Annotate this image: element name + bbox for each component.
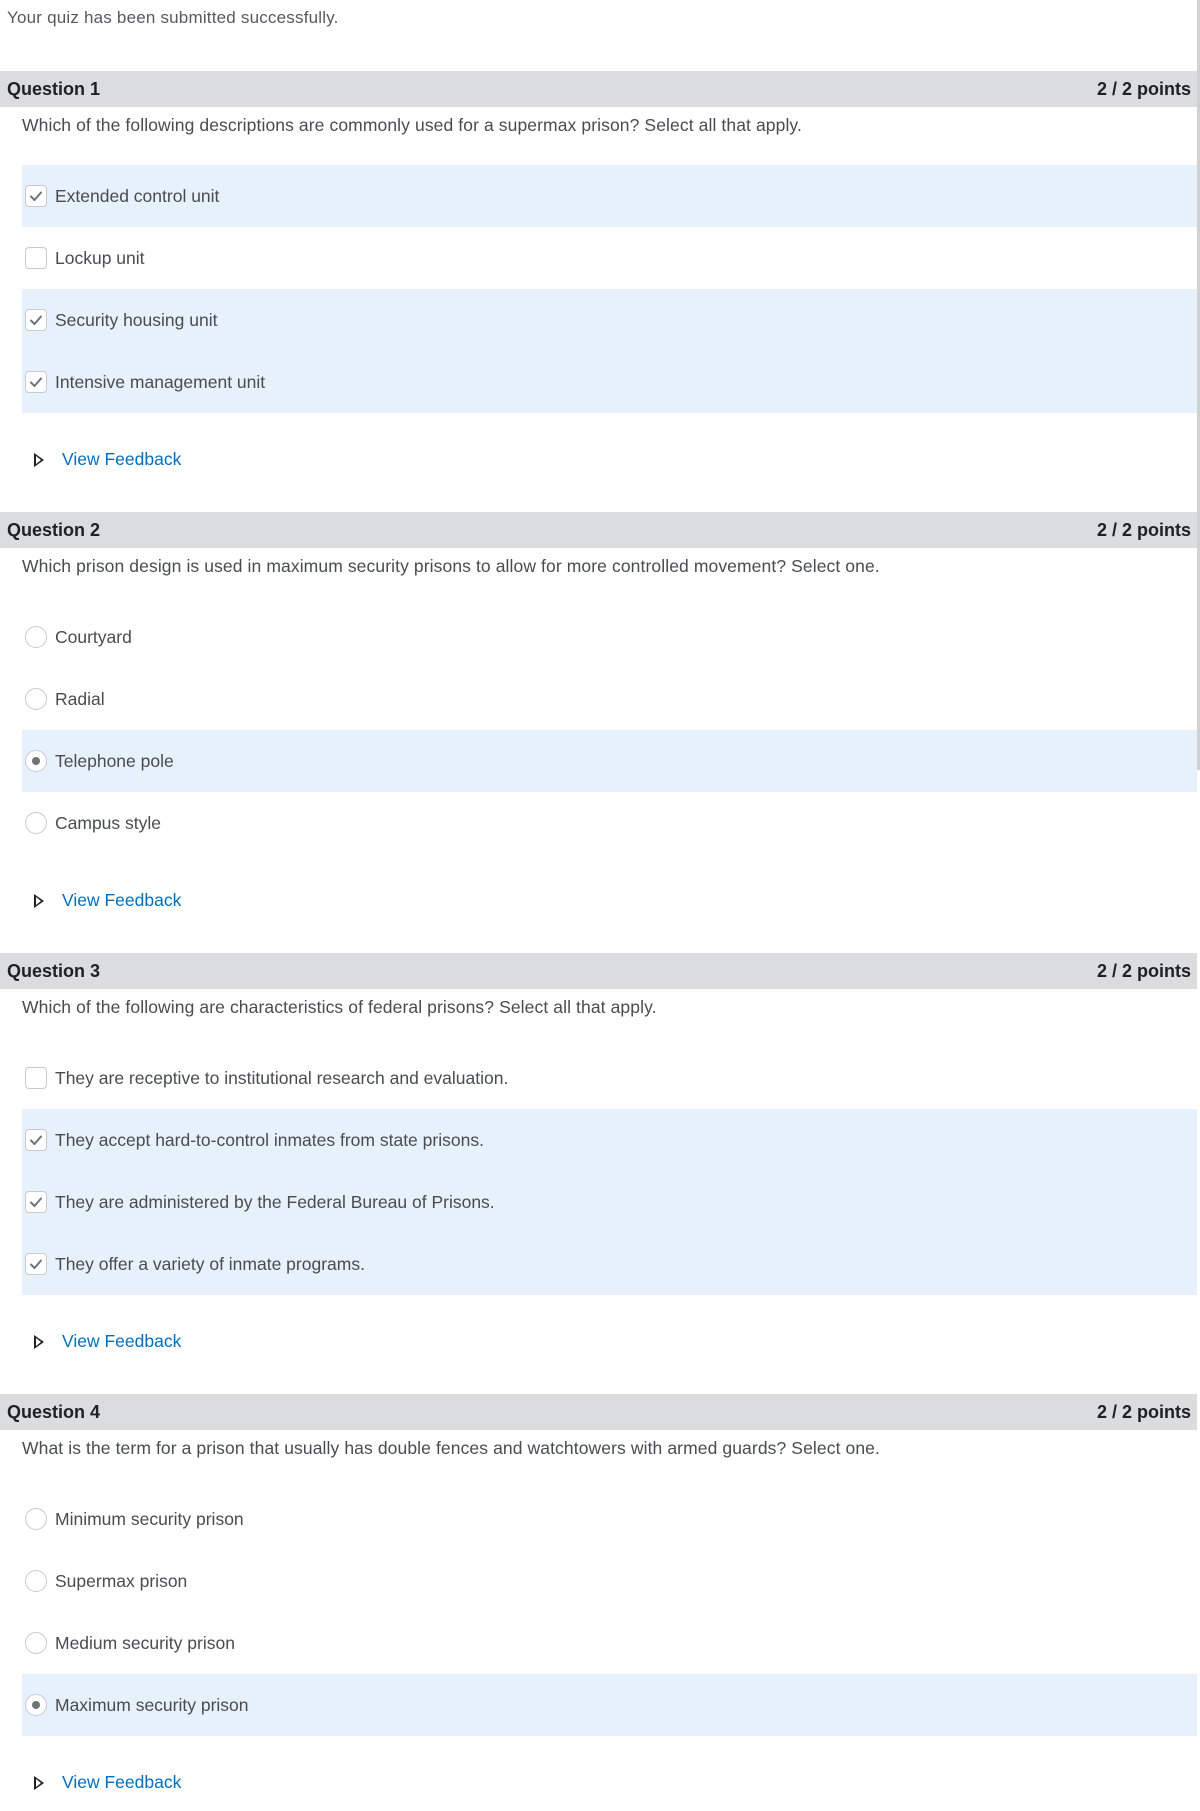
view-feedback-link[interactable] xyxy=(34,449,181,470)
radio-selected-icon xyxy=(31,756,41,766)
question-header xyxy=(0,512,1197,548)
view-feedback-link[interactable] xyxy=(34,890,181,911)
question-title: Question 3 xyxy=(7,961,101,981)
answer-option[interactable] xyxy=(22,1109,1197,1171)
radio-button[interactable] xyxy=(25,750,47,772)
expand-triangle-icon xyxy=(34,1335,44,1349)
answer-option[interactable] xyxy=(22,668,1197,730)
checkmark-icon xyxy=(28,188,44,204)
answer-option[interactable] xyxy=(22,730,1197,792)
checkmark-icon xyxy=(28,312,44,328)
answer-option-label: Lockup unit xyxy=(55,247,145,268)
answer-option-label: Medium security prison xyxy=(55,1632,235,1653)
question-text: What is the term for a prison that usually has double fences and watchtowers with armed guards? Select one. xyxy=(22,1438,880,1458)
view-feedback-label: View Feedback xyxy=(62,890,182,910)
answer-option-label: Courtyard xyxy=(55,626,132,647)
checkbox[interactable] xyxy=(25,309,47,331)
question-text: Which of the following are characteristics of federal prisons? Select all that apply. xyxy=(22,997,657,1017)
submission-confirmation: Your quiz has been submitted successfully. xyxy=(7,8,339,27)
checkmark-icon xyxy=(28,1194,44,1210)
answer-option[interactable] xyxy=(22,1047,1197,1109)
view-feedback-link[interactable] xyxy=(34,1772,181,1793)
radio-button[interactable] xyxy=(25,688,47,710)
checkmark-icon xyxy=(28,1132,44,1148)
answer-option[interactable] xyxy=(22,165,1197,227)
checkbox[interactable] xyxy=(25,247,47,269)
answer-option-label: They accept hard-to-control inmates from state prisons. xyxy=(55,1129,484,1150)
radio-button[interactable] xyxy=(25,812,47,834)
answer-option[interactable] xyxy=(22,289,1197,351)
question-header xyxy=(0,953,1197,989)
question-title: Question 4 xyxy=(7,1402,101,1422)
checkbox[interactable] xyxy=(25,1253,47,1275)
checkbox[interactable] xyxy=(25,1067,47,1089)
radio-button[interactable] xyxy=(25,1570,47,1592)
answer-option[interactable] xyxy=(22,351,1197,413)
answer-option-label: They are receptive to institutional research and evaluation. xyxy=(55,1067,509,1088)
checkbox[interactable] xyxy=(25,1191,47,1213)
radio-button[interactable] xyxy=(25,626,47,648)
answer-option[interactable] xyxy=(22,1233,1197,1295)
view-feedback-link[interactable] xyxy=(34,1331,181,1352)
radio-button[interactable] xyxy=(25,1632,47,1654)
radio-button[interactable] xyxy=(25,1508,47,1530)
answer-option[interactable] xyxy=(22,1550,1197,1612)
answer-option[interactable] xyxy=(22,227,1197,289)
answer-option[interactable] xyxy=(22,1674,1197,1736)
answer-option-label: Security housing unit xyxy=(55,309,218,330)
answer-option-label: Supermax prison xyxy=(55,1570,188,1591)
expand-triangle-icon xyxy=(34,894,44,908)
question-title: Question 1 xyxy=(7,79,101,99)
checkbox[interactable] xyxy=(25,1129,47,1151)
question-points: 2 / 2 points xyxy=(1096,1402,1191,1422)
answer-options xyxy=(22,606,1197,854)
checkmark-icon xyxy=(28,1256,44,1272)
checkbox[interactable] xyxy=(25,185,47,207)
question-header xyxy=(0,71,1197,107)
answer-option-label: Extended control unit xyxy=(55,185,220,206)
radio-button[interactable] xyxy=(25,1694,47,1716)
answer-option[interactable] xyxy=(22,606,1197,668)
question-header xyxy=(0,1394,1197,1430)
answer-option-label: Maximum security prison xyxy=(55,1694,249,1715)
checkbox[interactable] xyxy=(25,371,47,393)
question-text: Which of the following descriptions are commonly used for a supermax prison? Select all that apply. xyxy=(22,115,802,135)
answer-option[interactable] xyxy=(22,1612,1197,1674)
answer-option[interactable] xyxy=(22,1171,1197,1233)
question-points: 2 / 2 points xyxy=(1096,961,1191,981)
question-text: Which prison design is used in maximum security prisons to allow for more controlled movement? Select one. xyxy=(22,556,880,576)
view-feedback-label: View Feedback xyxy=(62,449,182,469)
expand-triangle-icon xyxy=(34,1776,44,1790)
answer-option[interactable] xyxy=(22,1488,1197,1550)
answer-option-label: They are administered by the Federal Bureau of Prisons. xyxy=(55,1191,495,1212)
answer-options xyxy=(22,1047,1197,1295)
answer-option-label: Radial xyxy=(55,688,105,709)
answer-option-label: Minimum security prison xyxy=(55,1508,244,1529)
question-title: Question 2 xyxy=(7,520,101,540)
answer-option-label: They offer a variety of inmate programs. xyxy=(55,1253,365,1274)
answer-option[interactable] xyxy=(22,792,1197,854)
radio-selected-icon xyxy=(31,1700,41,1710)
answer-options xyxy=(22,165,1197,413)
view-feedback-label: View Feedback xyxy=(62,1772,182,1792)
view-feedback-label: View Feedback xyxy=(62,1331,182,1351)
answer-option-label: Campus style xyxy=(55,812,162,833)
answer-option-label: Telephone pole xyxy=(55,750,174,771)
checkmark-icon xyxy=(28,374,44,390)
question-points: 2 / 2 points xyxy=(1096,79,1191,99)
question-points: 2 / 2 points xyxy=(1096,520,1191,540)
answer-options xyxy=(22,1488,1197,1736)
answer-option-label: Intensive management unit xyxy=(55,371,266,392)
expand-triangle-icon xyxy=(34,453,44,467)
